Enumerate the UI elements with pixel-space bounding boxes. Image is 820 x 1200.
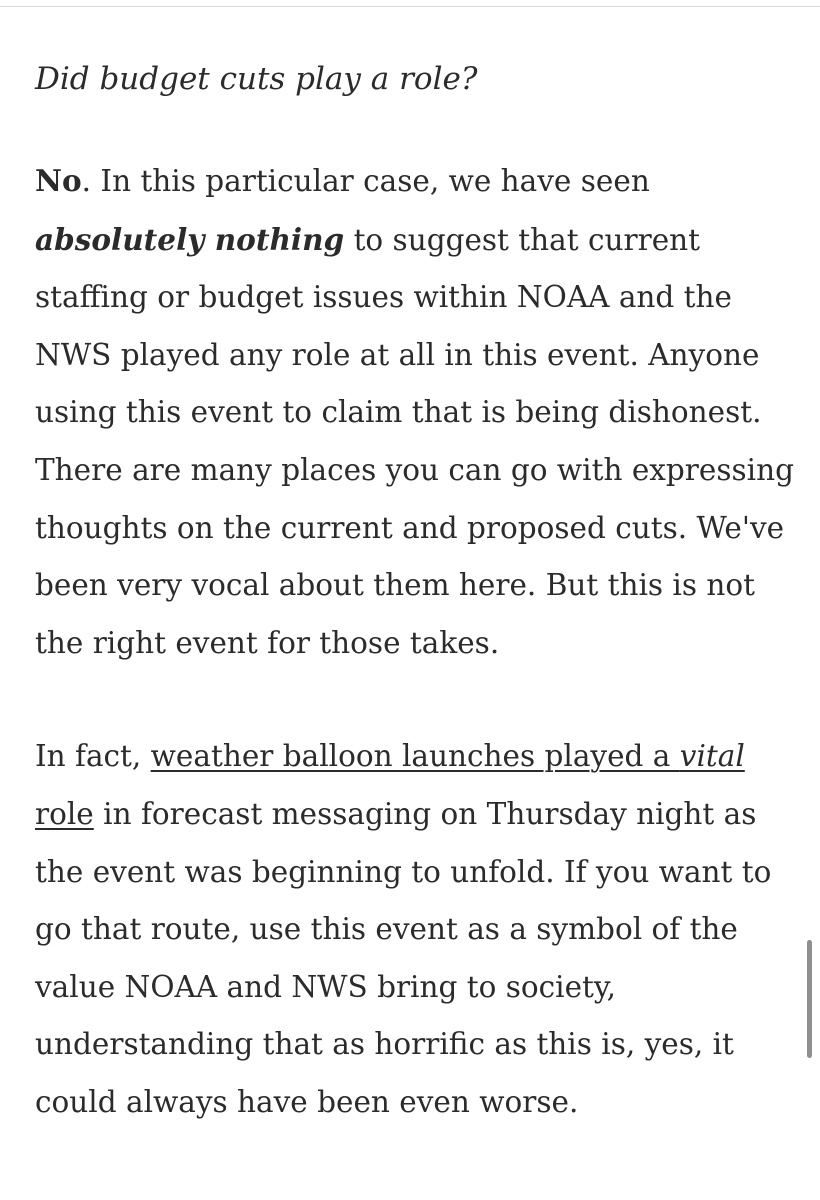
section-heading: Did budget cuts play a role? [35,61,478,97]
paragraph-budget-cuts [35,152,800,672]
paragraph-text: to suggest that current staffing or budget issues within NOAA and the NWS played any role at all in this event. Anyone using this event to claim that is being dishonest. There are many places you can go with expressing thoughts on the current and proposed cuts. We've been very vocal about them here. But this is not the right event for those takes. [35,222,794,660]
paragraph-weather-balloon [35,728,800,1131]
paragraph-text: In fact, [35,739,151,774]
link-text: weather balloon launches played a [150,739,680,774]
link-text-italic: vital [679,739,745,774]
paragraph-text: . In this particular case, we have seen [81,164,650,198]
top-divider [0,6,820,7]
link-text: role [35,796,94,831]
answer-lead: No [35,163,82,198]
article-body [35,52,800,1132]
paragraph-text: in forecast messaging on Thursday night as the event was beginning to unfold. If you want to go that route, use this event as a symbol of the value NOAA and NWS bring to society, understanding that as horrific as this is, yes, it could always have been even worse. [35,796,772,1119]
emphasis-text: absolutely nothing [35,221,345,257]
scrollbar-thumb[interactable] [807,940,812,1058]
